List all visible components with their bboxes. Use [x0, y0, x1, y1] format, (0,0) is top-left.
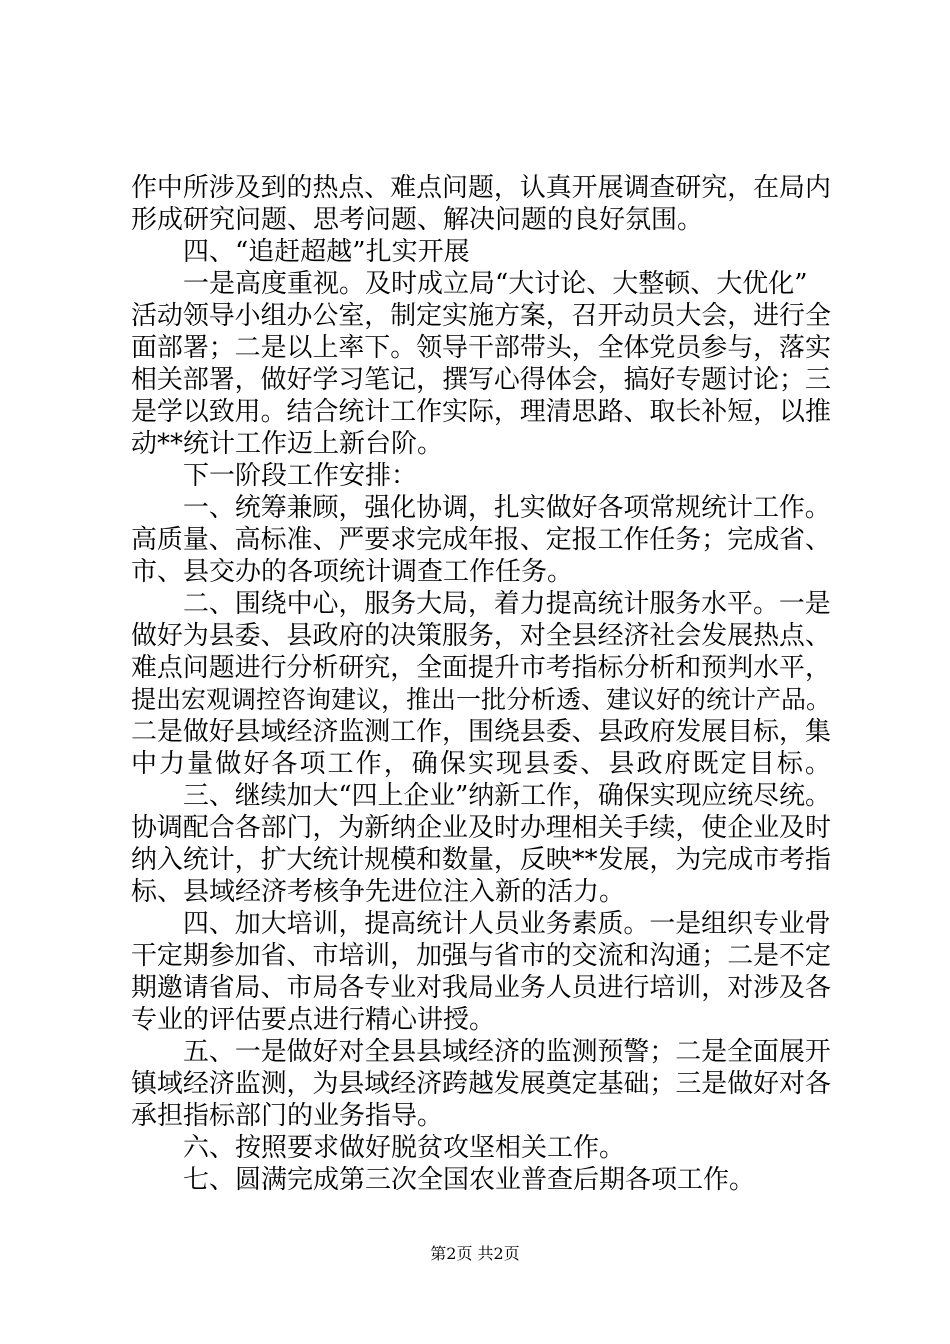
text-line: 中力量做好各项工作，确保实现县委、县政府既定目标。 [131, 749, 834, 779]
text-line: 一、统筹兼顾，强化协调，扎实做好各项常规统计工作。 [183, 493, 831, 523]
text-line: 四、“追赶超越”扎实开展 [183, 237, 470, 267]
text-line: 干定期参加省、市培训，加强与省市的交流和沟通；二是不定 [131, 941, 831, 971]
text-line: 动**统计工作迈上新台阶。 [131, 429, 444, 459]
text-line: 形成研究问题、思考问题、解决问题的良好氛围。 [131, 205, 704, 235]
text-line: 协调配合各部门，为新纳企业及时办理相关手续，使企业及时 [131, 813, 831, 843]
text-line: 七、圆满完成第三次全国农业普查后期各项工作。 [183, 1165, 756, 1195]
text-line: 高质量、高标准、严要求完成年报、定报工作任务；完成省、 [131, 525, 831, 555]
text-line: 专业的评估要点进行精心讲授。 [131, 1005, 496, 1035]
text-line: 作中所涉及到的热点、难点问题，认真开展调查研究，在局内 [131, 173, 831, 203]
text-line: 难点问题进行分析研究，全面提升市考指标分析和预判水平， [131, 653, 831, 683]
text-line: 三、继续加大“四上企业”纳新工作，确保实现应统尽统。 [183, 781, 831, 811]
text-line: 下一阶段工作安排： [183, 461, 418, 491]
page-footer: 第2页 共2页 [430, 1244, 520, 1263]
text-line: 二、围绕中心，服务大局，着力提高统计服务水平。一是 [183, 589, 831, 619]
text-line: 相关部署，做好学习笔记，撰写心得体会，搞好专题讨论；三 [131, 365, 831, 395]
text-line: 六、按照要求做好脱贫攻坚相关工作。 [183, 1133, 626, 1163]
text-line: 纳入统计，扩大统计规模和数量，反映**发展，为完成市考指 [131, 845, 831, 875]
text-line: 承担指标部门的业务指导。 [131, 1101, 444, 1131]
text-line: 五、一是做好对全县县域经济的监测预警；二是全面展开 [183, 1037, 831, 1067]
document-body [131, 172, 834, 1196]
text-line: 做好为县委、县政府的决策服务，对全县经济社会发展热点、 [131, 621, 831, 651]
text-line: 标、县域经济考核争先进位注入新的活力。 [131, 877, 626, 907]
text-line: 期邀请省局、市局各专业对我局业务人员进行培训，对涉及各 [131, 973, 831, 1003]
text-line: 镇域经济监测，为县域经济跨越发展奠定基础；三是做好对各 [131, 1069, 831, 1099]
text-line: 一是高度重视。及时成立局“大讨论、大整顿、大优化” [183, 269, 808, 299]
text-line: 二是做好县域经济监测工作，围绕县委、县政府发展目标，集 [131, 717, 831, 747]
text-line: 市、县交办的各项统计调查工作任务。 [131, 557, 574, 587]
text-line: 面部署；二是以上率下。领导干部带头，全体党员参与，落实 [131, 333, 831, 363]
text-line: 提出宏观调控咨询建议，推出一批分析透、建议好的统计产品。 [131, 685, 832, 714]
text-line: 是学以致用。结合统计工作实际，理清思路、取长补短，以推 [131, 397, 831, 427]
text-line: 四、加大培训，提高统计人员业务素质。一是组织专业骨 [183, 909, 831, 939]
text-line: 活动领导小组办公室，制定实施方案，召开动员大会，进行全 [131, 301, 831, 331]
